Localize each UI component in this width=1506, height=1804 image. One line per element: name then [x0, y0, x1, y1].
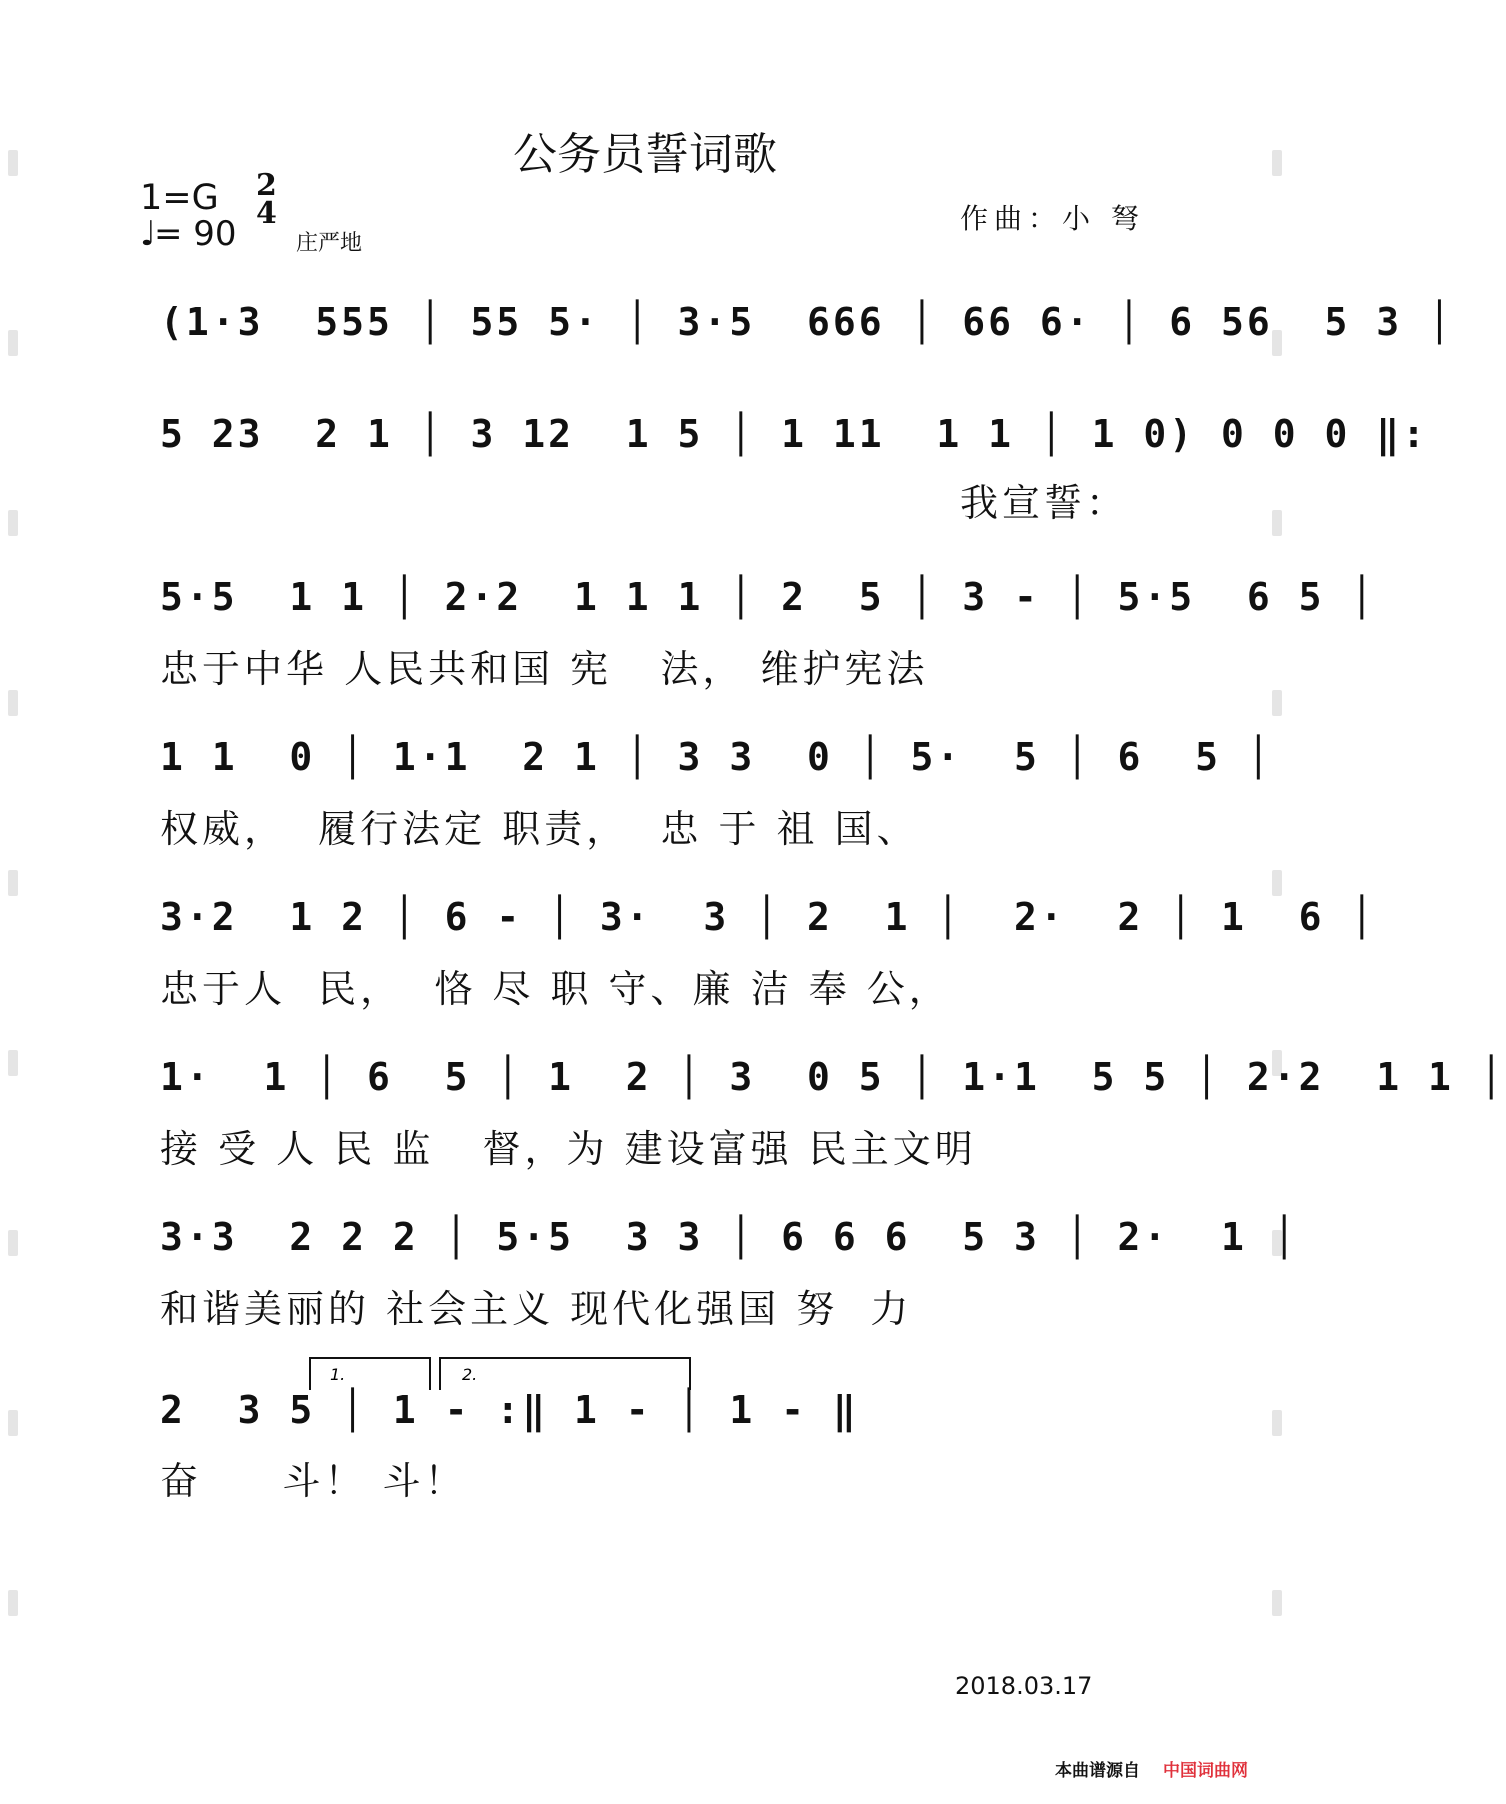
notation-line: 2 3 5 │ 1 - :‖ 1 - │ 1 - ‖ [160, 1388, 859, 1432]
notation-line: 1· 1 │ 6 5 │ 1 2 │ 3 0 5 │ 1·1 5 5 │ 2·2 1 1 │ [160, 1055, 1506, 1099]
lyric-line: 接 受 人 民 监 督，为 建设富强 民主文明 [160, 1127, 977, 1171]
key-signature: 1=G [140, 178, 219, 218]
score-system-6 [160, 1055, 1506, 1115]
notation-line: 3·2 1 2 │ 6 - │ 3· 3 │ 2 1 │ 2· 2 │ 1 6 │ [160, 895, 1377, 939]
left-page-border [0, 0, 26, 1804]
score-system-3 [160, 575, 1377, 635]
lyric-line: 忠于中华 人民共和国 宪 法， 维护宪法 [160, 647, 929, 691]
composer-credit: 作曲：小 弩 [960, 202, 1145, 235]
song-title: 公务员誓词歌 [513, 129, 777, 180]
notation-line: 5·5 1 1 │ 2·2 1 1 1 │ 2 5 │ 3 - │ 5·5 6 5 │ [160, 575, 1377, 619]
notation-line: 5 23 2 1 │ 3 12 1 5 │ 1 11 1 1 │ 1 0) 0 0 0 ‖: [160, 412, 1429, 456]
score-system-4 [160, 735, 1273, 795]
tempo-marking [140, 214, 237, 254]
notation-line: (1·3 555 │ 55 5· │ 3·5 666 │ 66 6· │ 6 56 5 3 │ [160, 300, 1454, 344]
score-system-5 [160, 895, 1377, 955]
quarter-note-icon: ♩ [140, 214, 157, 254]
volta-second: 2. [462, 1365, 478, 1384]
notation-line: 1 1 0 │ 1·1 2 1 │ 3 3 0 │ 5· 5 │ 6 5 │ [160, 735, 1273, 779]
lyric-line: 我宣誓： [960, 481, 1129, 525]
lyric-line: 权威， 履行法定 职责， 忠 于 祖 国、 [160, 807, 919, 851]
score-system-1 [160, 300, 1454, 360]
source-site-link[interactable]: 中国词曲网 [1163, 1761, 1248, 1781]
time-signature-bottom: 4 [256, 196, 277, 231]
time-signature-top: 2 [256, 168, 277, 203]
volta-brackets [300, 1350, 700, 1400]
date-stamp: 2018.03.17 [955, 1672, 1093, 1700]
score-system-2 [160, 412, 1429, 472]
expression-marking: 庄严地 [296, 231, 363, 256]
source-label: 本曲谱源自 [1055, 1761, 1140, 1781]
tempo-value: = 90 [154, 214, 237, 254]
volta-first: 1. [330, 1365, 346, 1384]
lyric-line: 和谐美丽的 社会主义 现代化强国 努 力 [160, 1287, 913, 1331]
lyric-line: 忠于人 民， 恪 尽 职 守、廉 洁 奉 公， [160, 967, 951, 1011]
notation-line: 3·3 2 2 2 │ 5·5 3 3 │ 6 6 6 5 3 │ 2· 1 │ [160, 1215, 1299, 1259]
score-system-7 [160, 1215, 1299, 1275]
lyric-line: 奋 斗！ 斗！ [160, 1459, 467, 1503]
